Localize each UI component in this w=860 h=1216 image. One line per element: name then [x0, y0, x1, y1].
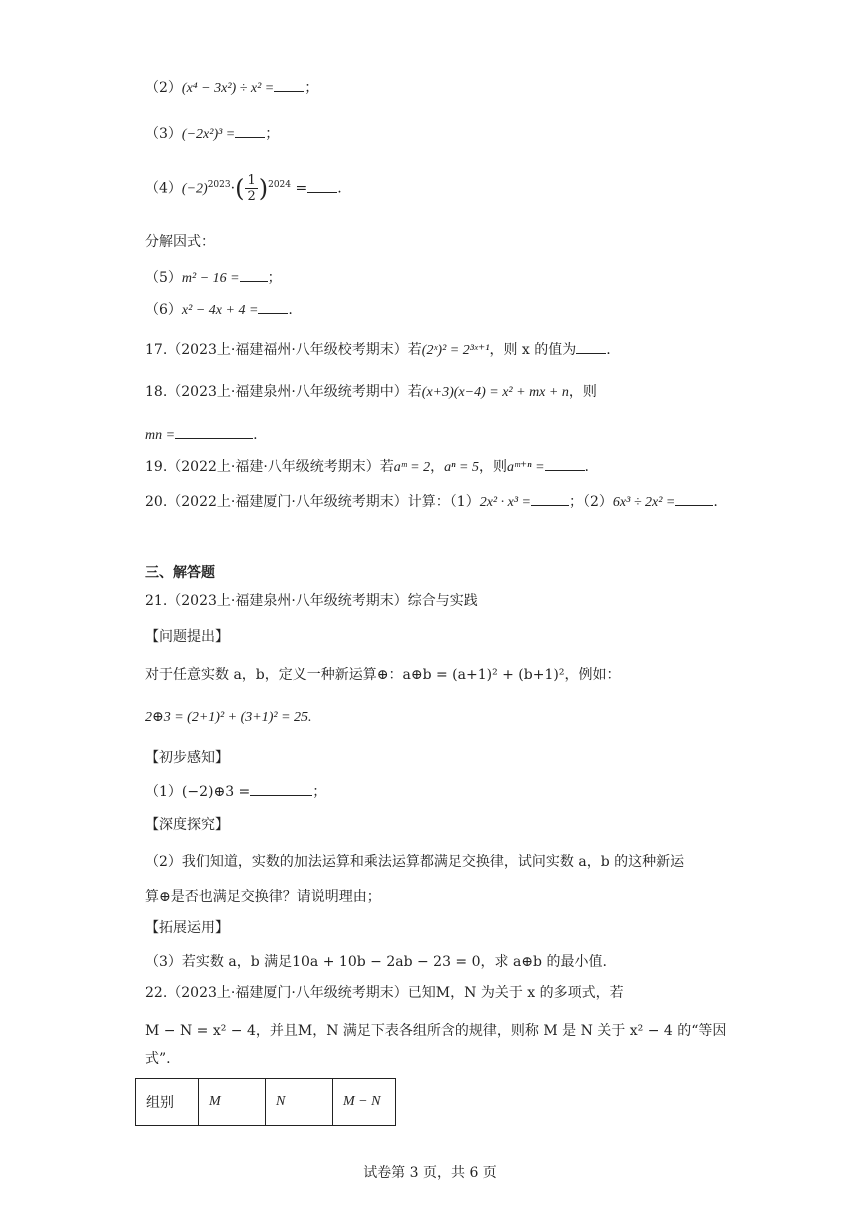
q21-heading-initial: 【初步感知】 — [145, 750, 229, 766]
page-footer: 试卷第 3 页，共 6 页 — [363, 1165, 497, 1181]
q22-line2: M − N = x² − 4，并且M，N 满足下表各组所含的规律，则称 M 是 N 关于 x² − 4 的“等因 — [145, 1023, 727, 1039]
answer-blank[interactable] — [545, 457, 585, 471]
answer-blank[interactable] — [258, 300, 288, 314]
q16-part3: （3）(−2x²)³ = ； — [145, 126, 280, 142]
q22-line3: 式”. — [145, 1051, 171, 1067]
q21-example: 2⊕3 = (2+1)² + (3+1)² = 25. — [145, 710, 312, 725]
q16-part5: （5）m² − 16 = ； — [145, 270, 282, 286]
factor-intro: 分解因式： — [145, 234, 215, 250]
q21-sub1: （1）(−2)⊕3 = ； — [145, 784, 327, 800]
answer-blank[interactable] — [576, 340, 606, 354]
answer-blank[interactable] — [250, 782, 312, 796]
question-22: 22.（2023上·福建厦门·八年级统考期末）已知M，N 为关于 x 的多项式，若 — [145, 985, 624, 1001]
q16-part6: （6）x² − 4x + 4 = . — [145, 302, 293, 318]
table-header-cell: M — [199, 1079, 266, 1126]
answer-blank[interactable] — [531, 492, 569, 506]
question-18-line2: mn = . — [145, 427, 258, 443]
answer-blank[interactable] — [274, 78, 304, 92]
q21-heading-problem: 【问题提出】 — [145, 629, 229, 645]
answer-blank[interactable] — [240, 268, 268, 282]
q21-heading-deep: 【深度探究】 — [145, 817, 229, 833]
section-heading: 三、解答题 — [145, 565, 215, 581]
question-21: 21.（2023上·福建泉州·八年级统考期末）综合与实践 — [145, 593, 478, 609]
table-header-cell: 组别 — [136, 1079, 199, 1126]
q21-sub3: （3）若实数 a，b 满足10a + 10b − 2ab − 23 = 0，求 a⊕b 的最小值. — [145, 954, 607, 970]
q21-definition: 对于任意实数 a，b，定义一种新运算⊕：a⊕b = (a+1)² + (b+1)²，例如： — [145, 667, 621, 683]
q16-part4: $(4)(-2)^{2023}\cdot$( $\frac{1}{2}$ )$^{2024}$ = . — [145, 173, 342, 204]
q16-part2: （2）(x⁴ − 3x²) ÷ x² = ； — [145, 80, 319, 96]
q21-sub2-line2: 算⊕是否也满足交换律？请说明理由； — [145, 889, 381, 905]
group-table — [135, 1078, 396, 1126]
q21-sub2-line1: （2）我们知道，实数的加法运算和乘法运算都满足交换律，试问实数 a，b 的这种新运 — [145, 854, 685, 870]
question-18: 18.（2023上·福建泉州·八年级统考期中）若(x+3)(x−4) = x² + mx + n，则 — [145, 384, 597, 400]
answer-blank[interactable] — [307, 179, 337, 193]
question-20: 20.（2022上·福建厦门·八年级统考期末）计算：（1）2x² · x³ = ；（2）6x³ ÷ 2x² = . — [145, 494, 718, 510]
answer-blank[interactable] — [235, 124, 265, 138]
table-header-row — [136, 1079, 396, 1126]
answer-blank[interactable] — [175, 425, 253, 439]
table-header-cell: M − N — [333, 1079, 396, 1126]
answer-blank[interactable] — [675, 492, 713, 506]
question-17: 17.（2023上·福建福州·八年级校考期末）若(2ˣ)² = 2³ˣ⁺¹，则 x 的值为 . — [145, 342, 611, 358]
fraction: $\frac{1}{2}$ — [247, 173, 256, 204]
table-header-cell: N — [266, 1079, 333, 1126]
q21-heading-extend: 【拓展运用】 — [145, 920, 229, 936]
question-19: 19.（2022上·福建·八年级统考期末）若aᵐ = 2，aⁿ = 5，则aᵐ⁺ⁿ = . — [145, 459, 589, 475]
